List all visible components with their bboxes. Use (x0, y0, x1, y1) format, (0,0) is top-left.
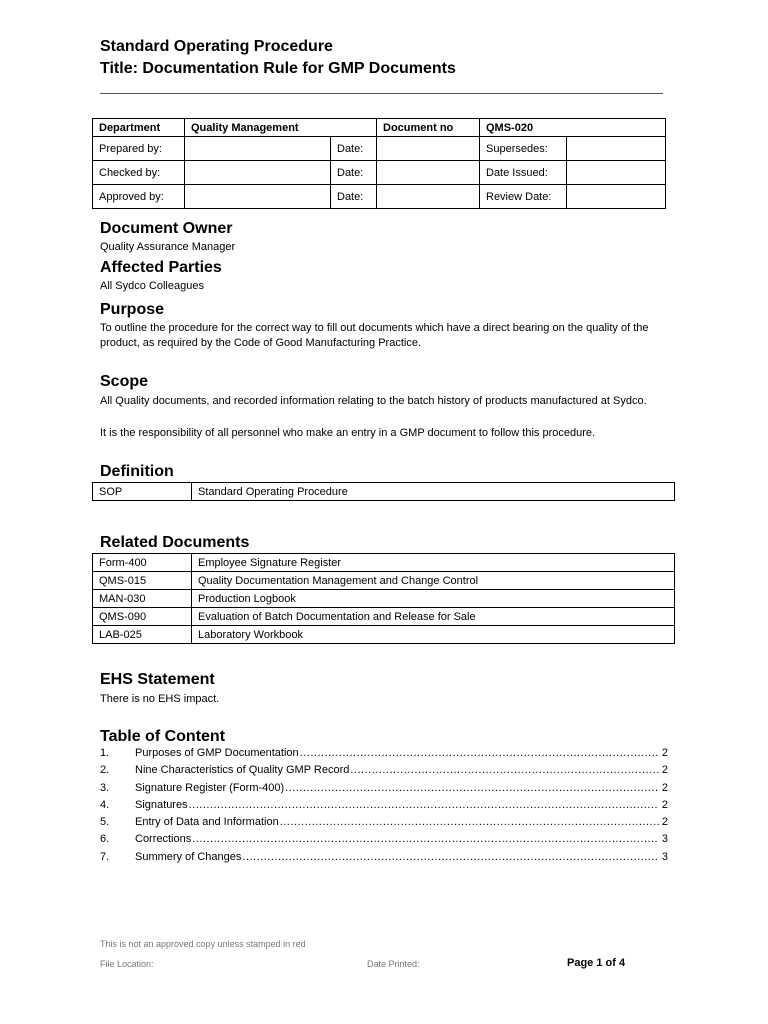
supersedes-value (567, 137, 666, 161)
checked-row (93, 161, 666, 185)
approved-row (93, 185, 666, 209)
toc-entry[interactable] (100, 747, 668, 764)
approved-by-value (185, 185, 331, 209)
prepared-row (93, 137, 666, 161)
toc-page: 2 (661, 798, 668, 811)
related-documents-table (92, 553, 675, 644)
department-label: Department (93, 119, 185, 137)
toc-entry[interactable] (100, 764, 668, 781)
purpose-text: To outline the procedure for the correct way to fill out documents which have a direct bearing on the quality of the product, as required by the Code of Good Manufacturing Practice. (100, 322, 649, 349)
toc-leader (280, 816, 659, 828)
toc-page: 2 (661, 781, 668, 794)
footer-file-location: File Location: (100, 959, 154, 969)
related-doc-code: Form-400 (93, 554, 192, 572)
prepared-date-value (377, 137, 480, 161)
toc-leader (242, 851, 659, 863)
date-issued-label: Date Issued: (480, 161, 567, 185)
definition-meaning: Standard Operating Procedure (192, 483, 675, 501)
scope-text-2: It is the responsibility of all personnel who make an entry in a GMP document to follow this procedure. (100, 427, 596, 439)
document-title: Title: Documentation Rule for GMP Documents (100, 60, 456, 77)
document-type-heading: Standard Operating Procedure (100, 38, 333, 55)
footer-page-number: Page 1 of 4 (567, 957, 626, 969)
purpose-heading: Purpose (100, 301, 165, 318)
toc-title[interactable]: Signature Register (Form-400) (135, 781, 285, 794)
toc-number: 7. (100, 850, 110, 863)
review-date-label: Review Date: (480, 185, 567, 209)
related-doc-title: Production Logbook (192, 590, 675, 608)
toc-page: 2 (661, 764, 668, 777)
toc-number: 5. (100, 816, 110, 829)
document-owner-text: Quality Assurance Manager (100, 241, 236, 253)
related-doc-code: QMS-090 (93, 608, 192, 626)
definition-table (92, 482, 675, 501)
toc-number: 6. (100, 833, 110, 846)
document-owner-heading: Document Owner (100, 220, 233, 237)
document-control-table (92, 118, 666, 209)
toc-entry[interactable] (100, 851, 668, 868)
approved-by-label: Approved by: (93, 185, 185, 209)
toc-leader (285, 782, 659, 794)
toc-entry[interactable] (100, 799, 668, 816)
toc-title[interactable]: Summery of Changes (135, 850, 242, 863)
related-documents-heading: Related Documents (100, 534, 250, 551)
toc-leader (300, 747, 659, 759)
date-issued-value (567, 161, 666, 185)
toc-title[interactable]: Signatures (135, 798, 188, 811)
checked-date-label: Date: (331, 161, 377, 185)
toc-page: 3 (661, 833, 668, 846)
checked-by-label: Checked by: (93, 161, 185, 185)
related-doc-row (93, 626, 675, 644)
definition-term: SOP (93, 483, 192, 501)
affected-parties-text: All Sydco Colleagues (100, 280, 204, 292)
prepared-date-label: Date: (331, 137, 377, 161)
related-doc-code: QMS-015 (93, 572, 192, 590)
definition-row (93, 483, 675, 501)
footer-disclaimer: This is not an approved copy unless stamped in red (100, 939, 306, 949)
scope-text-1: All Quality documents, and recorded information relating to the batch history of products manufactured at Sydco. (100, 395, 647, 407)
related-doc-code: LAB-025 (93, 626, 192, 644)
related-doc-row (93, 554, 675, 572)
related-doc-title: Laboratory Workbook (192, 626, 675, 644)
toc-number: 3. (100, 781, 110, 794)
related-doc-row (93, 572, 675, 590)
related-doc-row (93, 608, 675, 626)
toc-entry[interactable] (100, 816, 668, 833)
department-row (93, 119, 666, 137)
review-date-value (567, 185, 666, 209)
checked-by-value (185, 161, 331, 185)
prepared-by-label: Prepared by: (93, 137, 185, 161)
supersedes-label: Supersedes: (480, 137, 567, 161)
toc-page: 2 (661, 816, 668, 829)
document-no-value: QMS-020 (480, 119, 666, 137)
toc-title[interactable]: Nine Characteristics of Quality GMP Record (135, 764, 350, 777)
toc-leader (350, 764, 659, 776)
affected-parties-heading: Affected Parties (100, 259, 222, 276)
related-doc-title: Evaluation of Batch Documentation and Release for Sale (192, 608, 675, 626)
checked-date-value (377, 161, 480, 185)
toc-entry[interactable] (100, 782, 668, 799)
ehs-statement-text: There is no EHS impact. (100, 693, 220, 705)
related-doc-code: MAN-030 (93, 590, 192, 608)
table-of-content-heading: Table of Content (100, 728, 226, 745)
toc-number: 4. (100, 798, 110, 811)
table-of-content (100, 747, 668, 868)
toc-page: 2 (661, 747, 668, 759)
toc-leader (192, 833, 659, 845)
footer-date-printed: Date Printed: (367, 959, 420, 969)
related-doc-title: Quality Documentation Management and Change Control (192, 572, 675, 590)
toc-page: 3 (661, 850, 668, 863)
document-no-label: Document no (377, 119, 480, 137)
scope-heading: Scope (100, 373, 149, 390)
header-divider (100, 93, 663, 94)
toc-title[interactable]: Entry of Data and Information (135, 816, 279, 829)
related-doc-title: Employee Signature Register (192, 554, 675, 572)
ehs-statement-heading: EHS Statement (100, 671, 215, 688)
toc-number: 2. (100, 764, 110, 777)
toc-number: 1. (100, 747, 110, 759)
toc-title[interactable]: Corrections (135, 833, 192, 846)
approved-date-value (377, 185, 480, 209)
prepared-by-value (185, 137, 331, 161)
approved-date-label: Date: (331, 185, 377, 209)
department-value: Quality Management (185, 119, 377, 137)
definition-heading: Definition (100, 463, 174, 480)
toc-leader (189, 799, 659, 811)
related-doc-row (93, 590, 675, 608)
toc-entry[interactable] (100, 833, 668, 850)
toc-title[interactable]: Purposes of GMP Documentation (135, 747, 299, 759)
